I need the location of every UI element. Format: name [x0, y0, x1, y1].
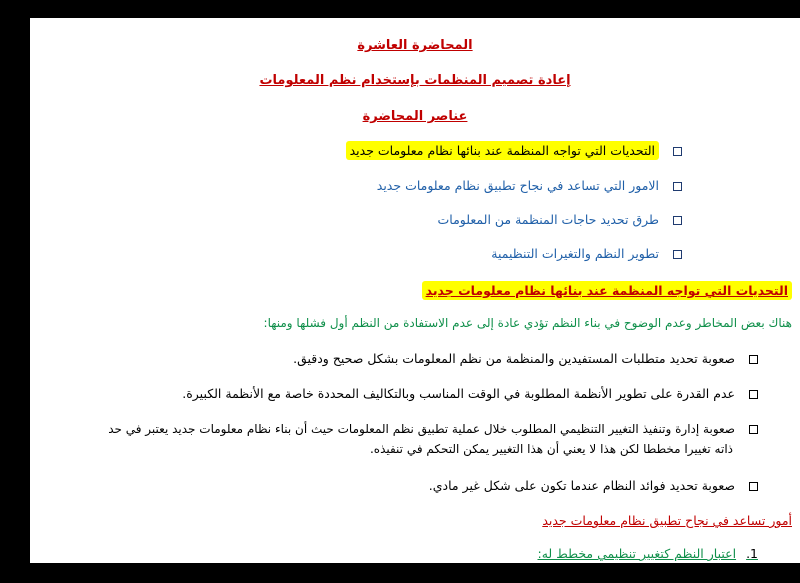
- checkbox-icon: [749, 482, 758, 491]
- outline-item: [377, 178, 682, 193]
- checkbox-icon: [749, 355, 758, 364]
- section1-intro: هناك بعض المخاطر وعدم الوضوح في بناء النظم تؤدي عادة إلى عدم الاستفادة من النظم أول فشلها ومنها:: [263, 316, 792, 330]
- subject-title: إعادة تصميم المنظمات بإستخدام نظم المعلومات: [259, 73, 571, 88]
- challenge-item: [108, 422, 758, 436]
- outline-item-text: تطوير النظم والتغيرات التنظيمية: [491, 246, 659, 261]
- lecture-title: المحاضرة العاشرة: [357, 38, 473, 53]
- checkbox-icon: [749, 390, 758, 399]
- challenge-item: [293, 351, 758, 366]
- elements-title: عناصر المحاضرة: [362, 109, 468, 124]
- checkbox-icon: [673, 250, 682, 259]
- section2-item-number: 1.: [746, 546, 758, 561]
- outline-item: [491, 246, 682, 261]
- outline-item-text: الامور التي تساعد في نجاح تطبيق نظام معلومات جديد: [376, 178, 659, 193]
- checkbox-icon: [673, 216, 682, 225]
- challenge-item-text: صعوبة تحديد فوائد النظام عندما تكون على شكل غير مادي.: [428, 478, 735, 493]
- challenge-item: [429, 478, 758, 493]
- outline-item: [438, 212, 682, 227]
- section1-title: التحديات التي تواجه المنظمة عند بنائها نظام معلومات جديد: [422, 281, 792, 300]
- challenge-item-text: صعوبة إدارة وتنفيذ التغيير التنظيمي المطلوب خلال عملية تطبيق نظم المعلومات حيث أن بناء نظام معلومات جديد يعتبر في حد: [108, 422, 735, 436]
- section2-title: أمور تساعد في نجاح تطبيق نظام معلومات جديد: [542, 513, 792, 528]
- checkbox-icon: [749, 425, 758, 434]
- section2-item-text: اعتبار النظم كتغيير تنظيمي مخطط له:: [537, 546, 737, 561]
- section2-item: [538, 546, 758, 561]
- checkbox-icon: [673, 182, 682, 191]
- challenge-item-continuation: ذاته تغييرا مخططا لكن هذا لا يعني أن هذا التغيير يمكن التحكم في تنفيذه.: [369, 442, 733, 456]
- section1-title-row: [422, 280, 792, 299]
- outline-item: [346, 143, 682, 158]
- outline-item-text: التحديات التي تواجه المنظمة عند بنائها نظام معلومات جديد: [346, 141, 659, 160]
- checkbox-icon: [673, 147, 682, 156]
- document-page: [30, 18, 800, 563]
- challenge-item: [182, 386, 758, 401]
- challenge-item-text: عدم القدرة على تطوير الأنظمة المطلوبة في الوقت المناسب وبالتكاليف المحددة خاصة مع الأنظمة الكبيرة.: [182, 386, 735, 401]
- challenge-item-text: صعوبة تحديد متطلبات المستفيدين والمنظمة من نظم المعلومات بشكل صحيح ودقيق.: [293, 351, 735, 366]
- outline-item-text: طرق تحديد حاجات المنظمة من المعلومات: [437, 212, 659, 227]
